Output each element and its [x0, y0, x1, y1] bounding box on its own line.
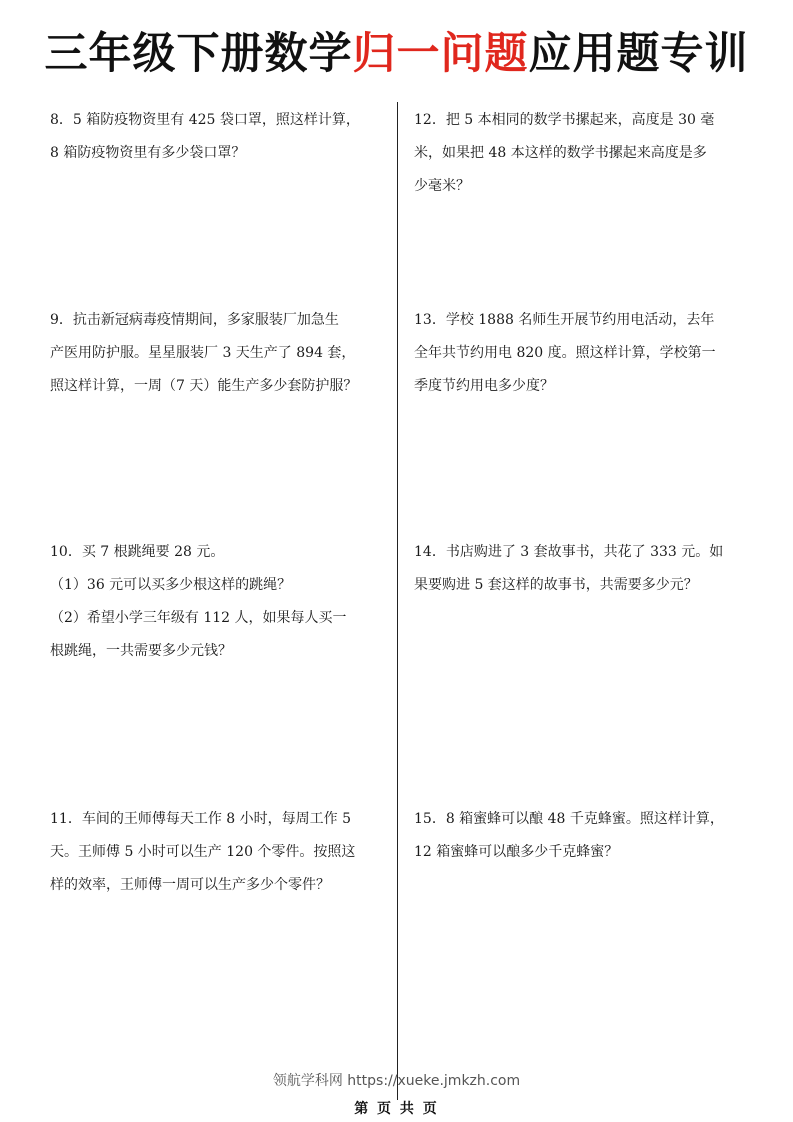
question-15 — [414, 803, 754, 869]
question-12 — [414, 104, 754, 203]
question-line: 12．把 5 本相同的数学书摞起来，高度是 30 毫 — [414, 112, 715, 128]
question-line: 果要购进 5 套这样的故事书，共需要多少元？ — [414, 577, 698, 593]
question-line: 11．车间的王师傅每天工作 8 小时，每周工作 5 — [50, 811, 351, 827]
question-line: （1）36 元可以买多少根这样的跳绳？ — [50, 577, 292, 593]
question-line: 10．买 7 根跳绳要 28 元。 — [50, 544, 225, 560]
question-line: 天。王师傅 5 小时可以生产 120 个零件。按照这 — [50, 844, 356, 860]
question-line: 8 箱防疫物资里有多少袋口罩？ — [50, 145, 246, 161]
question-line: 15．8 箱蜜蜂可以酿 48 千克蜂蜜。照这样计算， — [414, 811, 724, 827]
question-line: 13．学校 1888 名师生开展节约用电活动，去年 — [414, 312, 715, 328]
title-part-2: 归一问题 — [352, 29, 529, 79]
watermark-url: 领航学科网 https://xueke.jmkzh.com — [272, 1073, 521, 1089]
question-line: 米，如果把 48 本这样的数学书摞起来高度是多 — [414, 145, 707, 161]
column-divider — [397, 102, 398, 1100]
question-9 — [50, 304, 384, 403]
question-10 — [50, 536, 384, 668]
question-line: 样的效率，王师傅一周可以生产多少个零件？ — [50, 877, 330, 893]
question-11 — [50, 803, 384, 902]
question-line: 产医用防护服。星星服装厂 3 天生产了 894 套， — [50, 345, 356, 361]
question-line: （2）希望小学三年级有 112 人，如果每人买一 — [50, 610, 347, 626]
question-8 — [50, 104, 384, 170]
question-13 — [414, 304, 754, 403]
title-part-3: 应用题专训 — [528, 29, 749, 79]
question-line: 14．书店购进了 3 套故事书，共花了 333 元。如 — [414, 544, 724, 560]
page-number-footer: 第 页 共 页 — [354, 1101, 439, 1117]
page-title — [0, 26, 793, 82]
question-line: 少毫米？ — [414, 178, 470, 194]
question-line: 根跳绳，一共需要多少元钱？ — [50, 643, 232, 659]
question-line: 9．抗击新冠病毒疫情期间，多家服装厂加急生 — [50, 312, 339, 328]
question-line: 全年共节约用电 820 度。照这样计算，学校第一 — [414, 345, 716, 361]
question-line: 照这样计算，一周（7 天）能生产多少套防护服？ — [50, 378, 358, 394]
question-line: 8．5 箱防疫物资里有 425 袋口罩，照这样计算， — [50, 112, 360, 128]
question-line: 12 箱蜜蜂可以酿多少千克蜂蜜？ — [414, 844, 619, 860]
question-line: 季度节约用电多少度？ — [414, 378, 554, 394]
title-part-1: 三年级下册数学 — [44, 29, 353, 79]
question-14 — [414, 536, 754, 602]
